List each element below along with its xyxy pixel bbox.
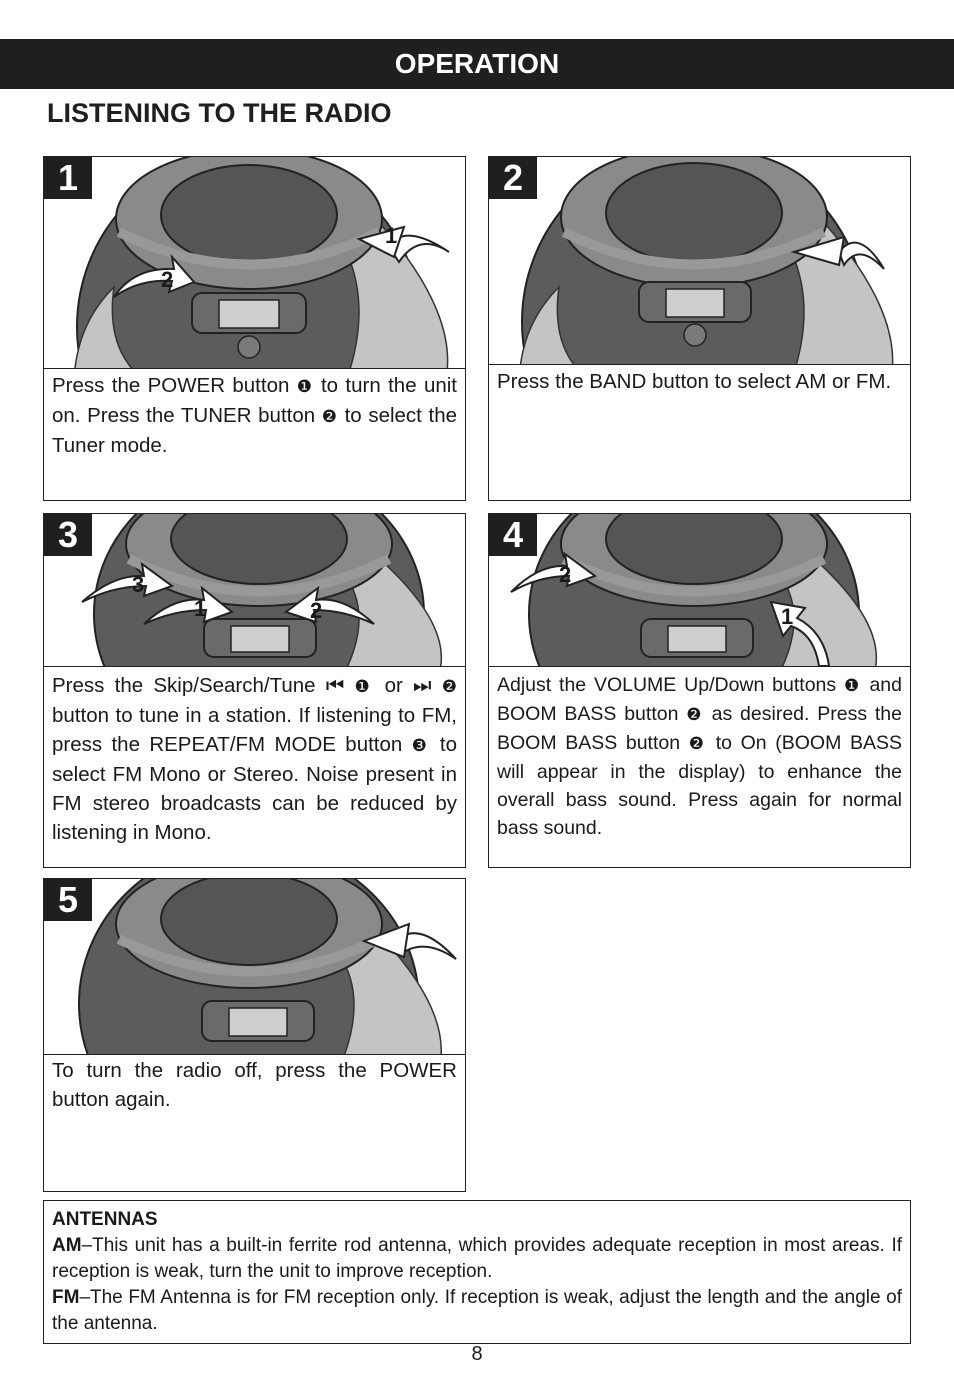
operation-banner: OPERATION	[0, 39, 954, 89]
skip-forward-icon: ⏭	[413, 674, 432, 697]
circled-number-icon: ❶	[354, 677, 375, 696]
skip-back-icon: ⏮	[325, 674, 345, 697]
antennas-heading: ANTENNAS	[52, 1209, 158, 1230]
circled-number-icon: ❶	[296, 377, 314, 396]
circled-number-icon: ❷	[441, 677, 457, 696]
circled-number-icon: ❷	[688, 734, 708, 753]
circled-number-icon: ❸	[411, 736, 431, 755]
antennas-note	[43, 1200, 911, 1344]
step-4-instructions: Adjust the VOLUME Up/Down buttons ❶ and BOOM BASS button ❷ as desired. Press the BOOM BASS button ❷ to On (BOOM BASS will appear in the display) to enhance the overall bass sound. Press again for normal bass sound.	[497, 674, 902, 839]
step-number: 1	[44, 157, 92, 199]
step-1-panel	[43, 156, 466, 501]
boombox-illustration	[44, 514, 465, 666]
boombox-illustration	[44, 157, 465, 368]
step-5-illustration	[44, 879, 465, 1055]
step-3-instructions: Press the Skip/Search/Tune ⏮ ❶ or ⏭ ❷ button to tune in a station. If listening to FM, press the REPEAT/FM MODE button ❸ to select FM Mono or Stereo. Noise present in FM stereo broadcasts can be reduced by listening in Mono.	[52, 674, 457, 844]
callout-1: 1	[194, 596, 207, 621]
am-paragraph: AM–This unit has a built-in ferrite rod antenna, which provides adequate reception in most areas. If reception is weak, turn the unit to improve reception.	[52, 1235, 902, 1282]
boombox-illustration	[489, 157, 910, 364]
page-number: 8	[471, 1343, 483, 1365]
step-2-illustration	[489, 157, 910, 365]
step-5-instructions: To turn the radio off, press the POWER button again.	[52, 1059, 457, 1111]
fm-paragraph: FM–The FM Antenna is for FM reception only. If reception is weak, adjust the length and the angle of the antenna.	[52, 1287, 902, 1334]
step-3-panel	[43, 513, 466, 868]
callout-2: 2	[161, 267, 174, 292]
callout-2: 2	[559, 562, 572, 587]
step-4-panel	[488, 513, 911, 868]
callout-1: 1	[385, 223, 398, 248]
step-2-instructions: Press the BAND button to select AM or FM.	[497, 370, 892, 393]
step-number: 5	[44, 879, 92, 921]
callout-3: 3	[132, 572, 145, 597]
section-title: LISTENING TO THE RADIO	[47, 98, 392, 128]
boombox-illustration	[489, 514, 910, 666]
circled-number-icon: ❶	[843, 676, 862, 695]
step-1-illustration	[44, 157, 465, 369]
step-2-panel	[488, 156, 911, 501]
callout-1: 1	[781, 604, 794, 629]
callout-2: 2	[310, 598, 323, 623]
step-number: 4	[489, 514, 537, 556]
step-3-illustration	[44, 514, 465, 667]
boombox-illustration	[44, 879, 465, 1054]
circled-number-icon: ❷	[686, 705, 704, 724]
step-5-panel	[43, 878, 466, 1192]
circled-number-icon: ❷	[321, 407, 338, 426]
step-4-illustration	[489, 514, 910, 667]
step-number: 2	[489, 157, 537, 199]
step-number: 3	[44, 514, 92, 556]
step-1-instructions: Press the POWER button ❶ to turn the unit on. Press the TUNER button ❷ to select the Tuner mode.	[52, 374, 458, 457]
